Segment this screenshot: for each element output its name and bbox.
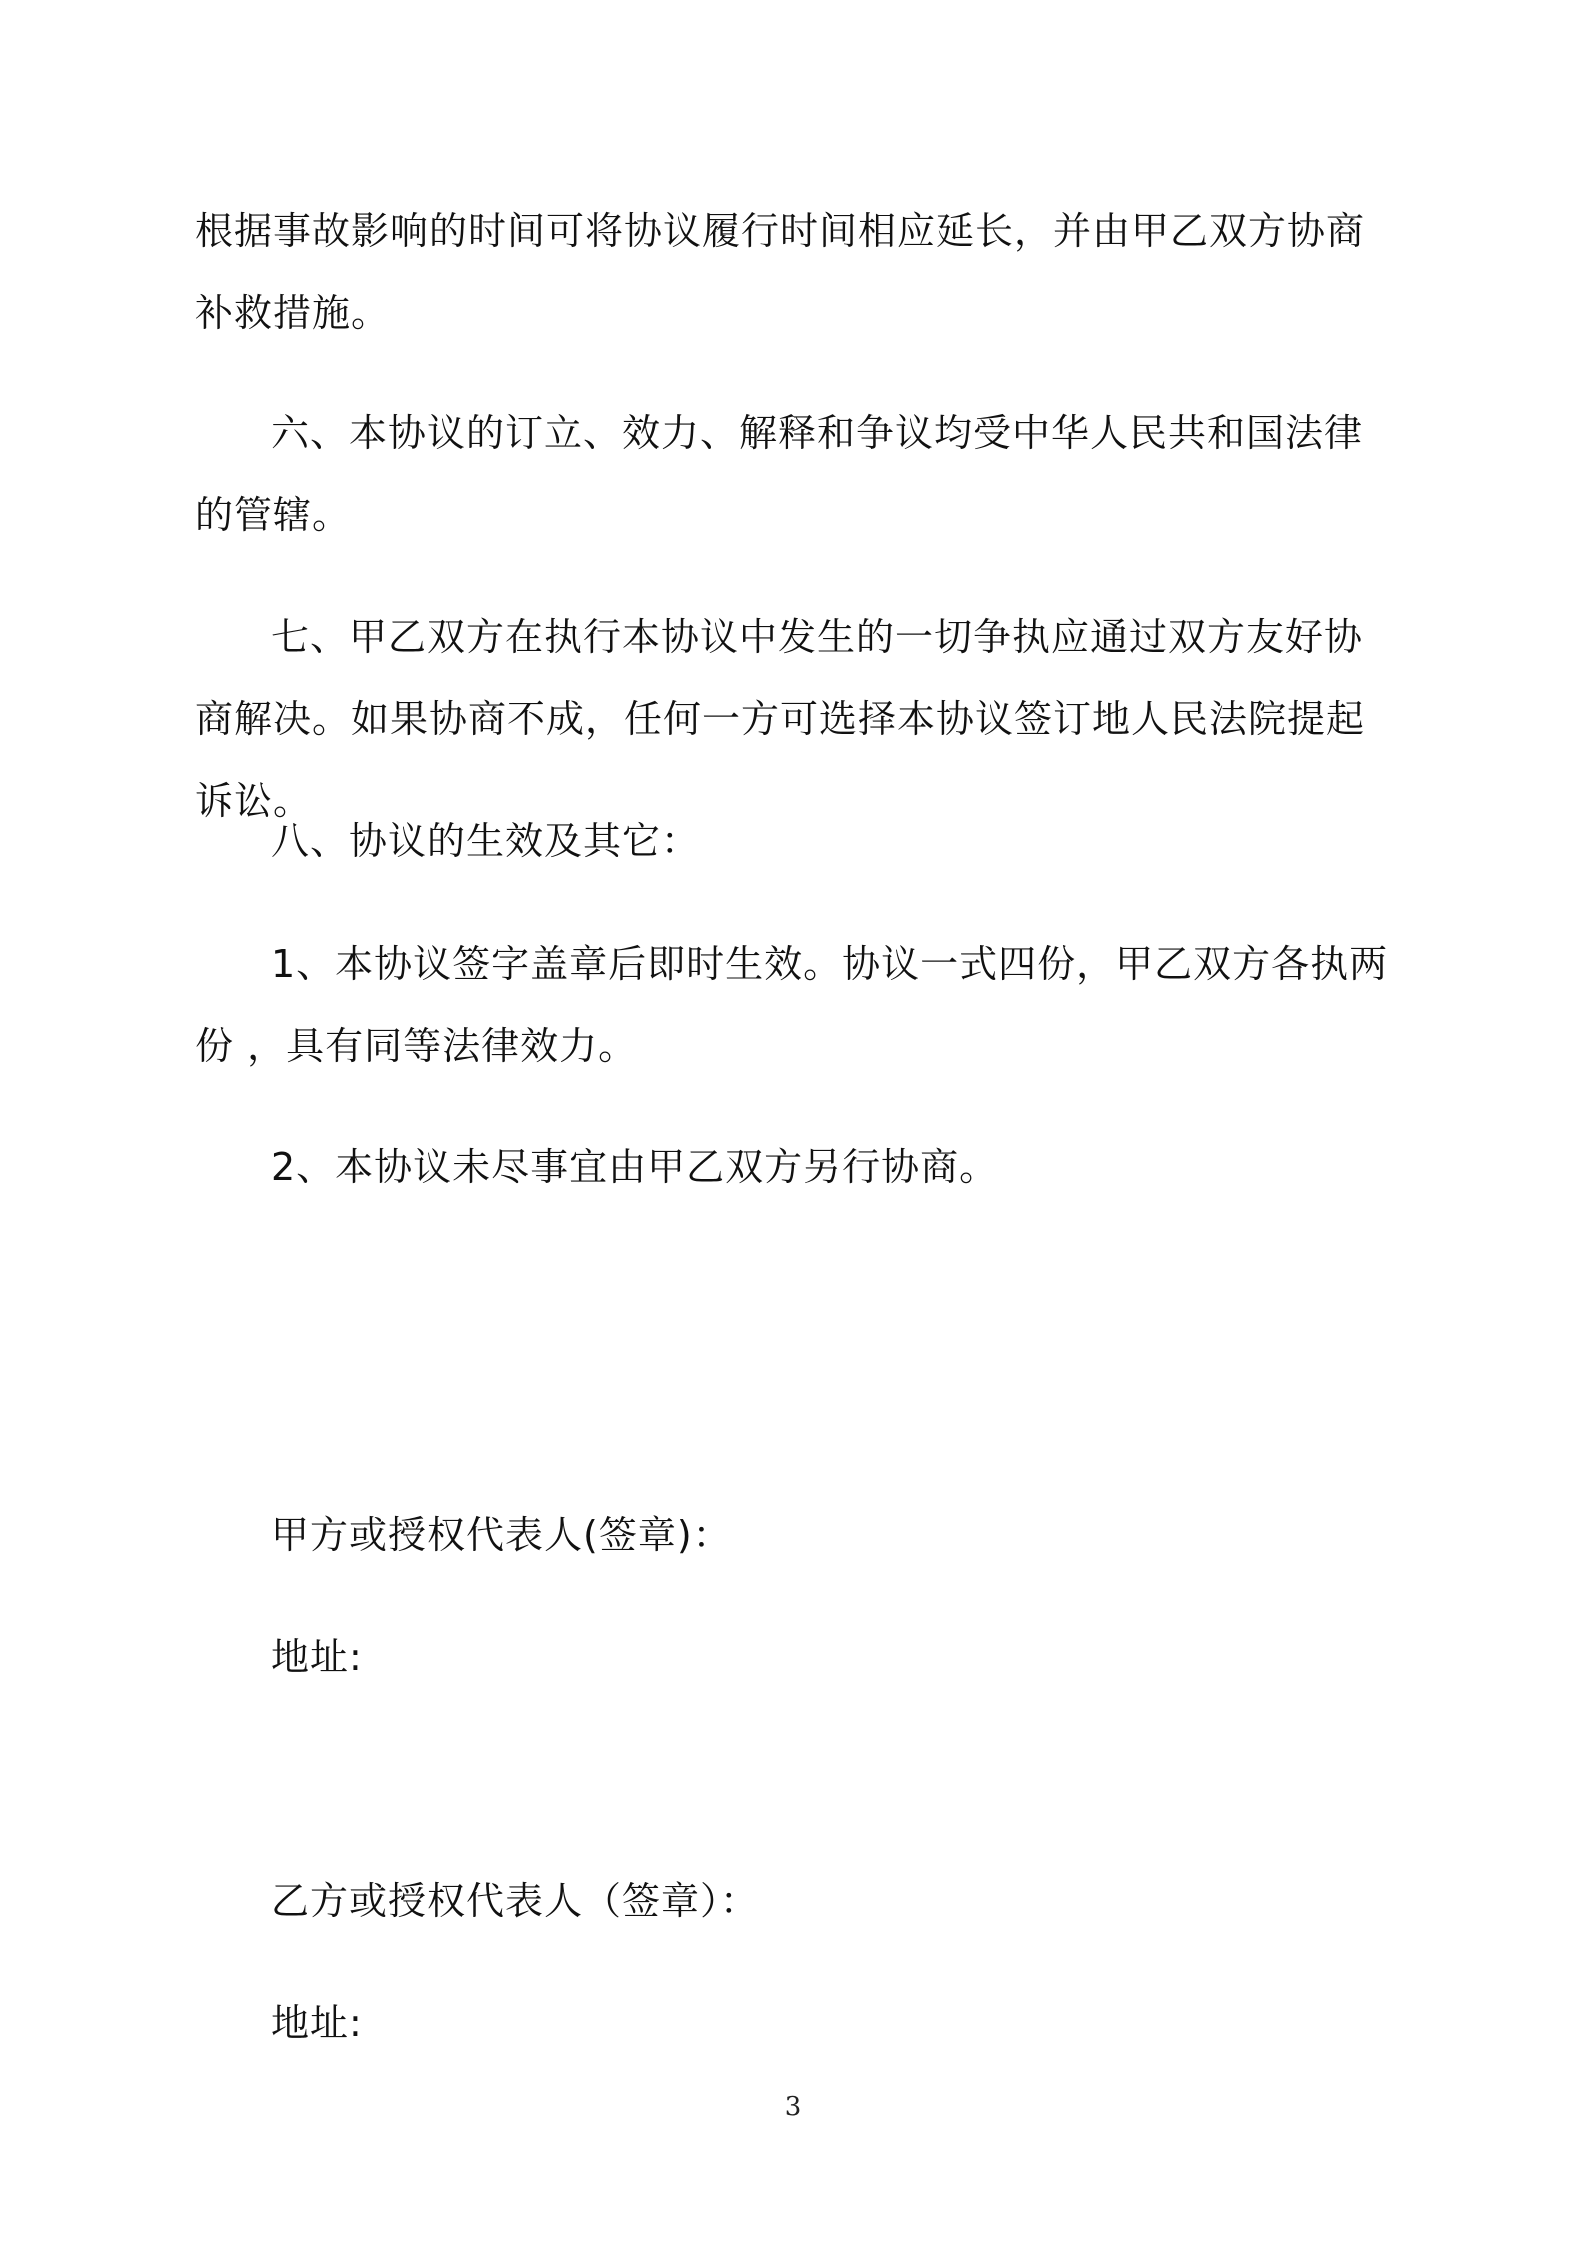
paragraph-item-one: 1、本协议签字盖章后即时生效。协议一式四份，甲乙双方各执两份 ，具有同等法律效力。 (195, 942, 1389, 1068)
paragraph-clause-seven: 七、甲乙双方在执行本协议中发生的一切争执应通过双方友好协商解决。如果协商不成，任何一方可选择本协议签订地人民法院提起诉讼。 (195, 615, 1366, 823)
party-b-address-label: 地址: (271, 2001, 363, 2045)
paragraph-clause-eight-heading: 八、协议的生效及其它： (271, 819, 701, 863)
paragraph-continuation: 根据事故影响的时间可将协议履行时间相应延长，并由甲乙双方协商补救措施。 (195, 209, 1366, 335)
party-b-signature-label: 乙方或授权代表人（签章）： (271, 1879, 760, 1923)
page-number: 3 (784, 2092, 802, 2122)
paragraph-item-two: 2、本协议未尽事宜由甲乙双方另行协商。 (271, 1145, 999, 1189)
paragraph-clause-six: 六、本协议的订立、效力、解释和争议均受中华人民共和国法律的管辖。 (195, 411, 1364, 537)
party-a-signature-label: 甲方或授权代表人(签章)： (271, 1513, 732, 1557)
party-a-address-label: 地址: (271, 1635, 363, 1679)
